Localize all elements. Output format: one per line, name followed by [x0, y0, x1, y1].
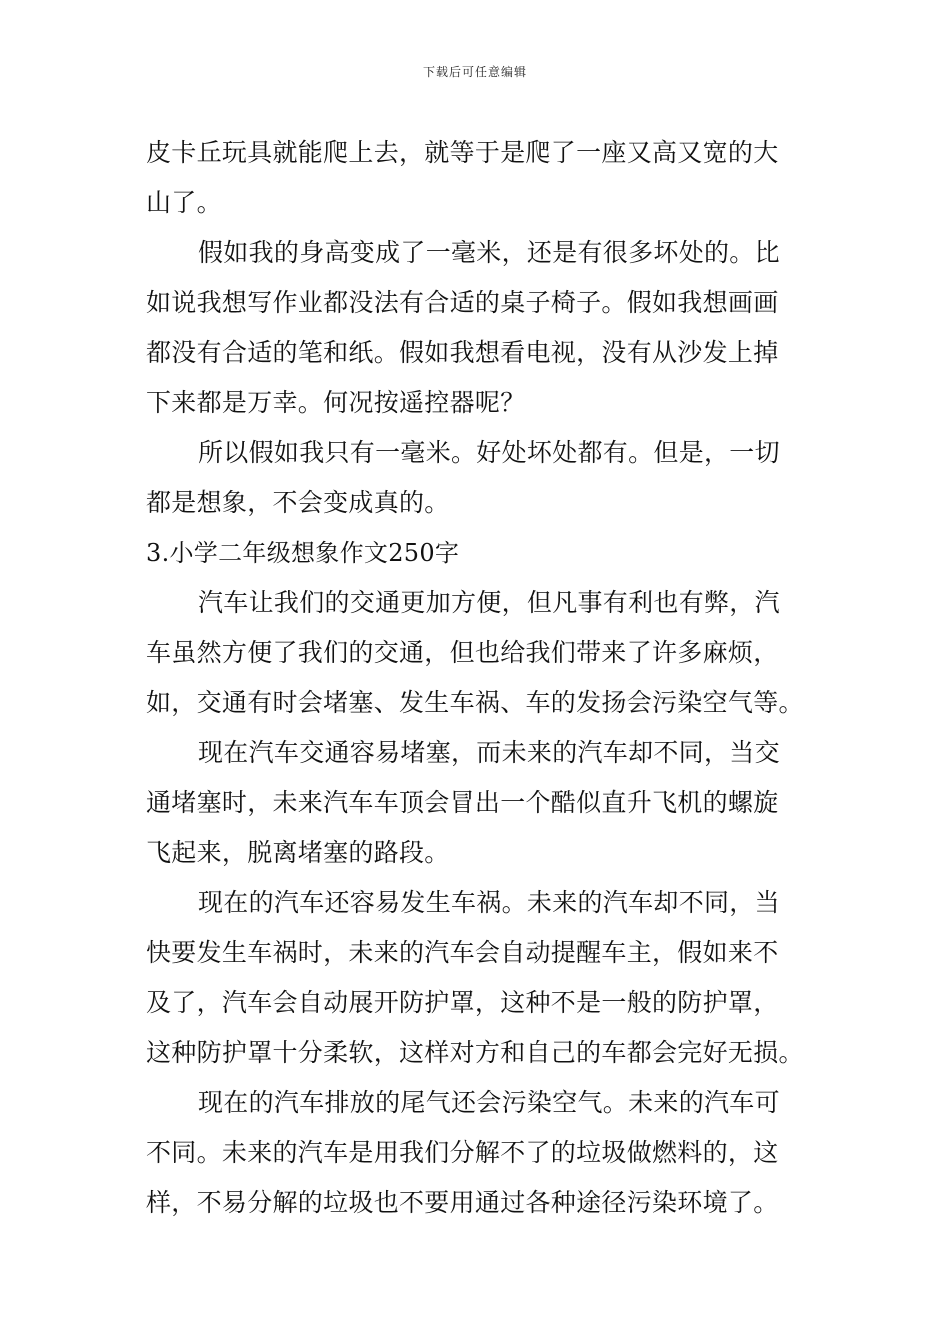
text-line: 车虽然方便了我们的交通，但也给我们带来了许多麻烦， [146, 638, 779, 667]
text-line: 皮卡丘玩具就能爬上去，就等于是爬了一座又高又宽的大 [146, 138, 779, 167]
section-heading: 3.小学二年级想象作文250字 [146, 539, 460, 567]
text-line: 现在的汽车还容易发生车祸。未来的汽车却不同，当 [198, 888, 780, 917]
text-line: 山了。 [146, 188, 222, 217]
text-line: 不同。未来的汽车是用我们分解不了的垃圾做燃料的，这 [146, 1138, 779, 1167]
text-line: 都是想象，不会变成真的。 [146, 488, 450, 517]
text-line: 假如我的身高变成了一毫米，还是有很多坏处的。比 [198, 238, 780, 267]
text-line: 都没有合适的笔和纸。假如我想看电视，没有从沙发上掉 [146, 338, 779, 367]
text-line: 样，不易分解的垃圾也不要用通过各种途径污染环境了。 [146, 1188, 779, 1217]
page-header: 下载后可任意编辑 [422, 65, 527, 79]
text-line: 及了，汽车会自动展开防护罩，这种不是一般的防护罩， [146, 988, 779, 1017]
text-line: 下来都是万幸。何况按遥控器呢？ [146, 388, 526, 417]
text-line: 汽车让我们的交通更加方便，但凡事有利也有弊，汽 [198, 588, 780, 617]
text-line: 如说我想写作业都没法有合适的桌子椅子。假如我想画画 [146, 288, 779, 317]
text-line: 所以假如我只有一毫米。好处坏处都有。但是，一切 [198, 438, 780, 467]
text-line: 如，交通有时会堵塞、发生车祸、车的发扬会污染空气等。 [146, 688, 804, 717]
text-line: 快要发生车祸时，未来的汽车会自动提醒车主，假如来不 [146, 938, 779, 967]
text-line: 通堵塞时，未来汽车车顶会冒出一个酷似直升飞机的螺旋 [146, 788, 779, 817]
text-line: 飞起来，脱离堵塞的路段。 [146, 838, 450, 867]
text-line: 这种防护罩十分柔软，这样对方和自己的车都会完好无损。 [146, 1038, 804, 1067]
text-line: 现在的汽车排放的尾气还会污染空气。未来的汽车可 [198, 1088, 780, 1117]
text-line: 现在汽车交通容易堵塞，而未来的汽车却不同，当交 [198, 738, 780, 767]
body-text [146, 128, 810, 1228]
